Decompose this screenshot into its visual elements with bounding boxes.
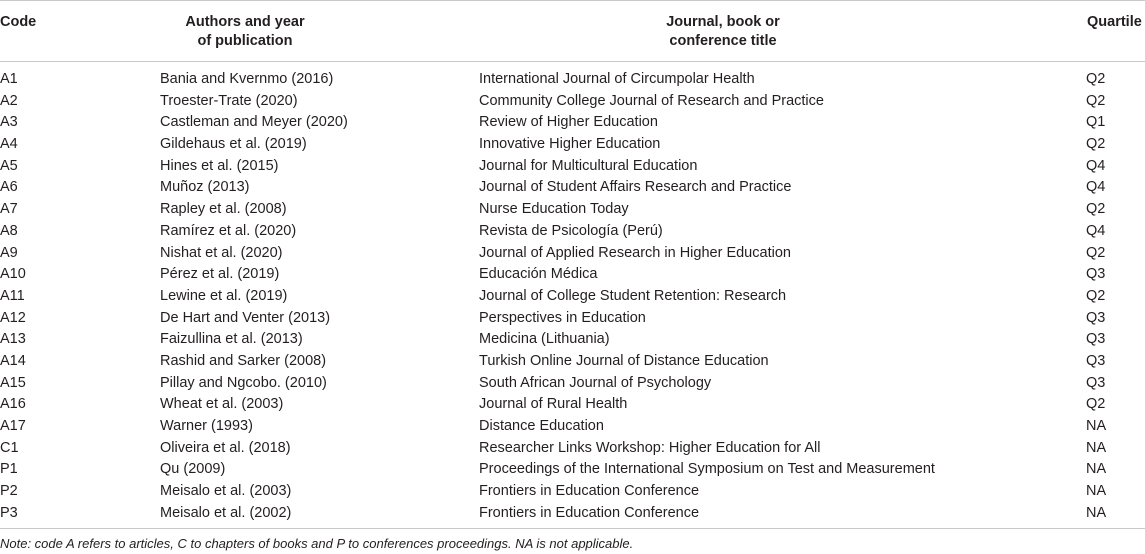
cell-quartile: Q3: [1086, 331, 1106, 348]
cell-code: A3: [0, 114, 18, 131]
cell-journal: Community College Journal of Research and Practice: [479, 92, 824, 109]
cell-authors: Meisalo et al. (2002): [160, 504, 292, 521]
header-code: [0, 13, 36, 32]
cell-quartile: Q2: [1086, 136, 1106, 153]
cell-authors: Meisalo et al. (2003): [160, 483, 292, 500]
table-row: [0, 438, 1145, 460]
cell-code: P3: [0, 504, 18, 521]
cell-quartile: Q2: [1086, 92, 1106, 109]
cell-journal: Journal for Multicultural Education: [479, 157, 698, 174]
cell-code: A4: [0, 136, 18, 153]
cell-code: A7: [0, 201, 18, 218]
cell-authors: Hines et al. (2015): [160, 157, 279, 174]
cell-journal: Proceedings of the International Symposium on Test and Measurement: [479, 461, 935, 478]
table-row: [0, 199, 1145, 221]
cell-authors: Faizullina et al. (2013): [160, 331, 303, 348]
header-quartile: [1087, 13, 1142, 32]
table-row: [0, 243, 1145, 265]
cell-quartile: Q2: [1086, 201, 1106, 218]
cell-authors: Bania and Kvernmo (2016): [160, 71, 334, 87]
table-row: [0, 112, 1145, 134]
bottom-rule: [0, 528, 1145, 529]
cell-quartile: Q2: [1086, 396, 1106, 413]
cell-code: A12: [0, 309, 26, 326]
cell-quartile: Q3: [1086, 266, 1106, 283]
table-row: [0, 308, 1145, 330]
cell-journal: International Journal of Circumpolar Health: [479, 71, 755, 87]
cell-authors: Rapley et al. (2008): [160, 201, 287, 218]
cell-journal: Turkish Online Journal of Distance Education: [479, 352, 769, 369]
top-rule: [0, 0, 1145, 1]
cell-journal: Medicina (Lithuania): [479, 331, 610, 348]
cell-journal: Journal of Rural Health: [479, 396, 628, 413]
cell-code: A13: [0, 331, 26, 348]
header-authors: [160, 13, 330, 51]
cell-authors: Wheat et al. (2003): [160, 396, 284, 413]
cell-code: P2: [0, 483, 18, 500]
cell-quartile: Q4: [1086, 179, 1106, 196]
cell-journal: Frontiers in Education Conference: [479, 504, 700, 521]
header-journal-line1: Journal, book or: [666, 14, 780, 30]
table-row: [0, 69, 1145, 91]
cell-journal: Perspectives in Education: [479, 309, 646, 326]
cell-authors: Warner (1993): [160, 418, 253, 434]
cell-journal: Journal of Student Affairs Research and Practice: [479, 179, 792, 196]
cell-code: A11: [0, 287, 25, 304]
table-row: [0, 329, 1145, 351]
cell-authors: Castleman and Meyer (2020): [160, 114, 348, 131]
cell-authors: Pillay and Ngcobo. (2010): [160, 374, 327, 391]
table-row: [0, 459, 1145, 481]
header-rule: [0, 61, 1145, 62]
cell-authors: De Hart and Venter (2013): [160, 309, 331, 326]
cell-quartile: Q3: [1086, 374, 1106, 391]
table-note: Note: code A refers to articles, C to chapters of books and P to conferences proceedings. NA is not applicable.: [0, 536, 634, 551]
cell-journal: Revista de Psicología (Perú): [479, 222, 663, 239]
cell-quartile: Q3: [1086, 309, 1106, 326]
cell-quartile: Q1: [1086, 114, 1106, 131]
table-row: [0, 286, 1145, 308]
table-row: [0, 221, 1145, 243]
header-journal: [568, 13, 878, 51]
cell-code: A6: [0, 179, 18, 196]
cell-code: A8: [0, 222, 18, 239]
table-row: [0, 394, 1145, 416]
cell-journal: Nurse Education Today: [479, 201, 629, 218]
cell-code: A9: [0, 244, 18, 261]
table-row: [0, 351, 1145, 373]
cell-authors: Ramírez et al. (2020): [160, 222, 297, 239]
cell-authors: Troester-Trate (2020): [160, 92, 298, 109]
cell-quartile: NA: [1086, 439, 1107, 456]
cell-authors: Oliveira et al. (2018): [160, 439, 291, 456]
cell-quartile: Q3: [1086, 352, 1106, 369]
cell-quartile: Q4: [1086, 157, 1106, 174]
cell-journal: Innovative Higher Education: [479, 136, 661, 153]
cell-code: A16: [0, 396, 26, 413]
table-row: [0, 156, 1145, 178]
cell-authors: Muñoz (2013): [160, 179, 250, 196]
header-authors-line1: Authors and year: [185, 14, 305, 30]
cell-code: A2: [0, 92, 18, 109]
header-journal-line2: conference title: [669, 33, 777, 49]
cell-quartile: Q4: [1086, 222, 1106, 239]
cell-authors: Nishat et al. (2020): [160, 244, 283, 261]
cell-quartile: NA: [1086, 461, 1107, 478]
cell-quartile: NA: [1086, 483, 1107, 500]
cell-quartile: Q2: [1086, 244, 1106, 261]
table-row: [0, 177, 1145, 199]
table-body: [0, 69, 1145, 524]
cell-quartile: NA: [1086, 418, 1107, 434]
header-code-label: Code: [0, 14, 37, 30]
cell-code: A15: [0, 374, 26, 391]
cell-code: P1: [0, 461, 18, 478]
cell-journal: Review of Higher Education: [479, 114, 658, 131]
cell-code: A5: [0, 157, 18, 174]
cell-journal: Educación Médica: [479, 266, 598, 283]
cell-authors: Gildehaus et al. (2019): [160, 136, 307, 153]
cell-quartile: NA: [1086, 504, 1107, 521]
table-row: [0, 264, 1145, 286]
table-row: [0, 503, 1145, 525]
cell-authors: Pérez et al. (2019): [160, 266, 280, 283]
cell-journal: Frontiers in Education Conference: [479, 483, 700, 500]
cell-journal: Distance Education: [479, 418, 604, 434]
cell-code: A10: [0, 266, 26, 283]
header-authors-line2: of publication: [197, 33, 293, 49]
cell-code: A17: [0, 418, 26, 434]
cell-quartile: Q2: [1086, 287, 1106, 304]
cell-code: A14: [0, 352, 26, 369]
cell-journal: Journal of Applied Research in Higher Education: [479, 244, 791, 261]
cell-code: A1: [0, 71, 18, 87]
cell-journal: Journal of College Student Retention: Research: [479, 287, 787, 304]
table-row: [0, 134, 1145, 156]
cell-journal: Researcher Links Workshop: Higher Education for All: [479, 439, 821, 456]
table-row: [0, 416, 1145, 438]
cell-quartile: Q2: [1086, 71, 1106, 87]
cell-authors: Lewine et al. (2019): [160, 287, 288, 304]
table-row: [0, 373, 1145, 395]
cell-code: C1: [0, 439, 19, 456]
cell-authors: Qu (2009): [160, 461, 226, 478]
table-row: [0, 481, 1145, 503]
cell-authors: Rashid and Sarker (2008): [160, 352, 327, 369]
cell-journal: South African Journal of Psychology: [479, 374, 712, 391]
table-row: [0, 91, 1145, 113]
header-quartile-label: Quartile: [1087, 14, 1142, 30]
